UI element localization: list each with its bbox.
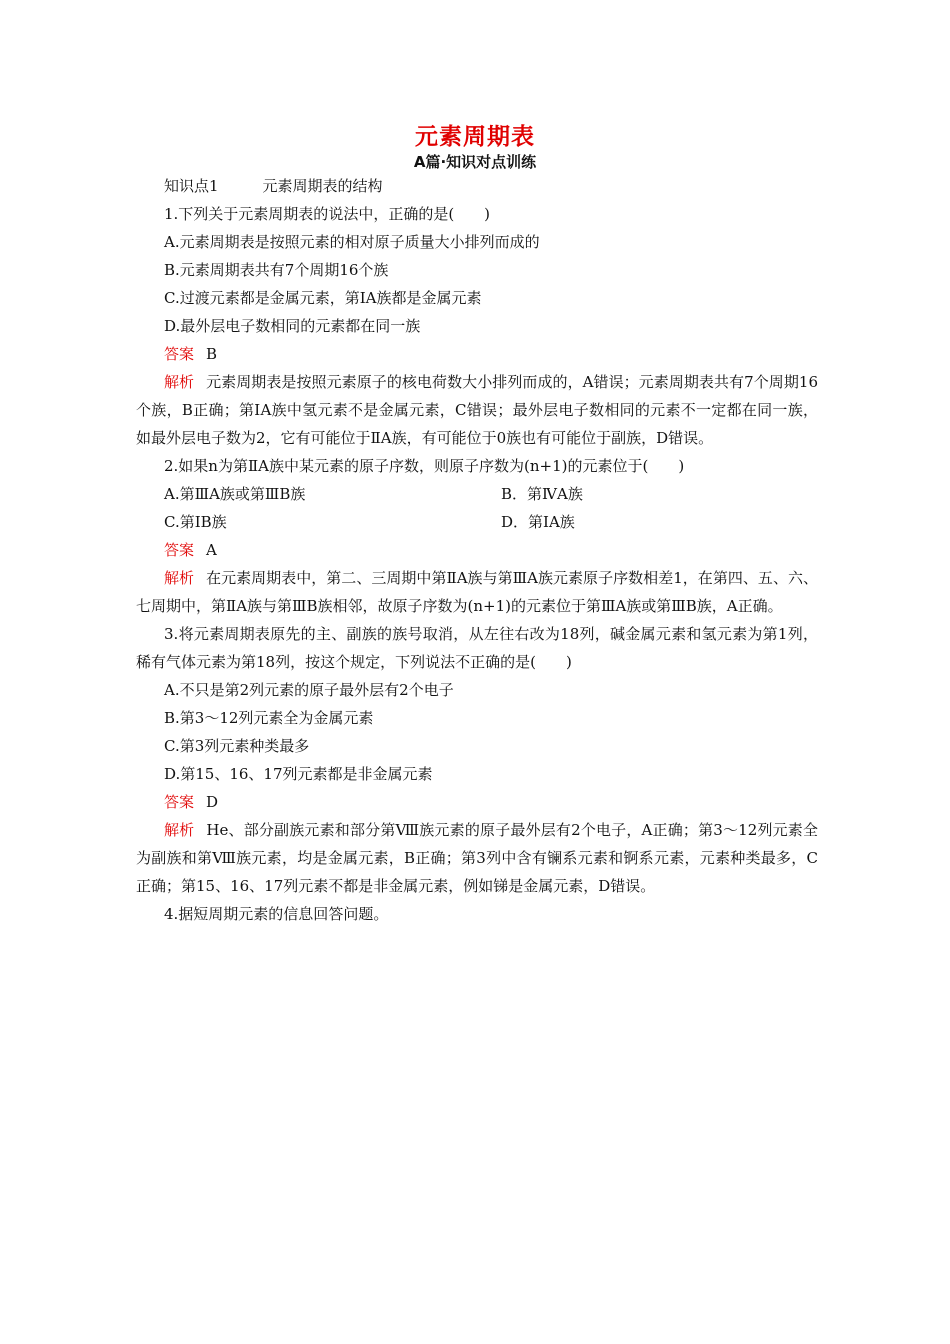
- q3-analysis-text: He、部分副族元素和部分第Ⅷ族元素的原子最外层有2个电子，A正确；第3～12列元素全为副族和第Ⅷ族元素，均是金属元素，B正确；第3列中含有镧系元素和锕系元素，元素种类最多，C正确；第15、16、17列元素不都是非金属元素，例如锑是金属元素，D错误。: [136, 821, 818, 895]
- section-heading: [136, 172, 818, 200]
- q2-option-a: A.第ⅢA族或第ⅢB族: [164, 485, 306, 503]
- q4-stem: 4.据短周期元素的信息回答问题。: [164, 905, 389, 923]
- q2-option-c: C.第ⅠB族: [164, 513, 227, 531]
- document-subtitle: A篇·知识对点训练: [413, 153, 537, 171]
- q1-option-d: D.最外层电子数相同的元素都在同一族: [164, 317, 421, 335]
- q1-answer: [136, 340, 818, 368]
- document-title: 元素周期表: [415, 124, 535, 150]
- answer-label: 答案: [164, 793, 195, 811]
- q1-stem: 1.下列关于元素周期表的说法中，正确的是( ): [164, 205, 491, 223]
- q2-options-row-2: [136, 508, 818, 536]
- answer-label: 答案: [164, 541, 195, 559]
- q1-option-c: C.过渡元素都是金属元素，第ⅠA族都是金属元素: [164, 289, 482, 307]
- q1-analysis: [136, 368, 818, 452]
- q3-answer: [136, 788, 818, 816]
- q2-options-row-1: [136, 480, 818, 508]
- q2-option-d: D．第ⅠA族: [501, 513, 575, 531]
- q2-answer-value: A: [206, 541, 217, 559]
- q3-option-c: C.第3列元素种类最多: [164, 737, 310, 755]
- q2-answer: [136, 536, 818, 564]
- q3-option-a: A.不只是第2列元素的原子最外层有2个电子: [164, 681, 454, 699]
- q2-stem: 2.如果n为第ⅡA族中某元素的原子序数，则原子序数为(n+1)的元素位于( ): [164, 457, 685, 475]
- q3-analysis: [136, 816, 818, 900]
- q3-option-b: B.第3～12列元素全为金属元素: [164, 709, 374, 727]
- section-title: 元素周期表的结构: [262, 177, 383, 195]
- analysis-label: 解析: [164, 373, 195, 391]
- section-label: 知识点1: [164, 177, 219, 195]
- analysis-label: 解析: [164, 569, 195, 587]
- analysis-label: 解析: [164, 821, 195, 839]
- q3-answer-value: D: [206, 793, 219, 811]
- q2-analysis: [136, 564, 818, 620]
- q1-option-b: B.元素周期表共有7个周期16个族: [164, 261, 389, 279]
- q1-option-a: A.元素周期表是按照元素的相对原子质量大小排列而成的: [164, 233, 540, 251]
- q3-stem: 3.将元素周期表原先的主、副族的族号取消，从左往右改为18列，碱金属元素和氢元素为第1列，稀有气体元素为第18列，按这个规定，下列说法不正确的是( ): [136, 625, 818, 671]
- q1-answer-value: B: [206, 345, 218, 363]
- q1-analysis-text: 元素周期表是按照元素原子的核电荷数大小排列而成的，A错误；元素周期表共有7个周期16个族，B正确；第ⅠA族中氢元素不是金属元素，C错误；最外层电子数相同的元素不一定都在同一族，如最外层电子数为2，它有可能位于ⅡA族，有可能位于0族也有可能位于副族，D错误。: [136, 373, 818, 447]
- q2-option-b: B．第ⅣA族: [501, 485, 583, 503]
- q3-option-d: D.第15、16、17列元素都是非金属元素: [164, 765, 433, 783]
- q2-analysis-text: 在元素周期表中，第二、三周期中第ⅡA族与第ⅢA族元素原子序数相差1，在第四、五、六、七周期中，第ⅡA族与第ⅢB族相邻，故原子序数为(n+1)的元素位于第ⅢA族或第ⅢB族，A正确。: [136, 569, 818, 615]
- answer-label: 答案: [164, 345, 195, 363]
- content: [136, 172, 818, 928]
